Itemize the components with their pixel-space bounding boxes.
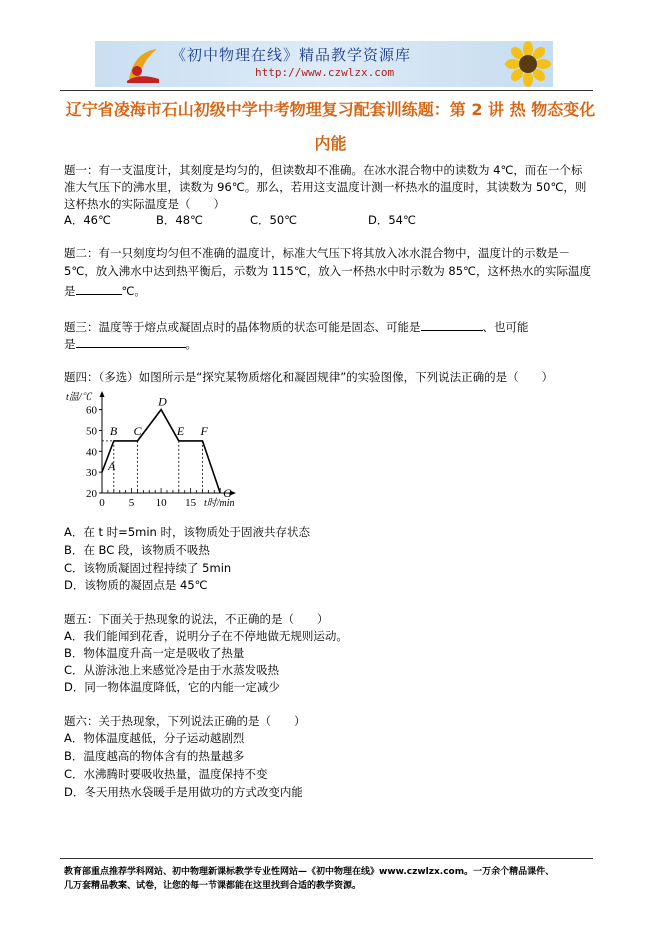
q4-option-b: B．在 BC 段，该物质不吸热 — [64, 543, 210, 557]
banner-title: 《初中物理在线》精品教学资源库 — [171, 46, 412, 64]
point-label: G — [223, 486, 232, 500]
q1-option-b: B．48℃ — [156, 213, 203, 227]
q2-line-1: 题二：有一只刻度均匀但不准确的温度计，标准大气压下将其放入冰水混合物中，温度计的示数是－ — [64, 246, 570, 260]
q4-stem: 题四：（多选）如图所示是“探究某物质熔化和凝固规律”的实验图像，下列说法正确的是（ ） — [64, 370, 554, 384]
y-tick-label: 20 — [86, 488, 97, 500]
x-tick-label: 5 — [128, 497, 135, 508]
q5-option-d: D．同一物体温度降低，它的内能一定减少 — [64, 680, 280, 694]
q2-line-3-suffix: ℃。 — [121, 284, 146, 298]
sunflower-icon — [503, 41, 553, 87]
header-banner — [95, 41, 553, 87]
point-label: C — [133, 423, 142, 438]
series-line — [102, 410, 220, 493]
q4-option-c: C．该物质凝固过程持续了 5min — [64, 561, 232, 575]
point-label: A — [108, 459, 116, 474]
footer-line-2: 几万套精品教案、试卷，让您的每一节课都能在这里找到合适的教学资源。 — [64, 881, 362, 891]
q2-line-3 — [64, 282, 146, 299]
q3-line-1 — [64, 318, 529, 335]
q1-option-c: C．50℃ — [250, 213, 298, 227]
y-tick-label: 60 — [86, 404, 97, 417]
q5-option-c: C．从游泳池上来感觉冷是由于水蒸发吸热 — [64, 663, 280, 677]
x-tick-label: 15 — [185, 497, 197, 508]
q6-stem: 题六：关于热现象，下列说法正确的是（ ） — [64, 714, 306, 728]
q5-stem: 题五：下面关于热现象的说法，不正确的是（ ） — [64, 612, 329, 626]
q3-answer-blank-1[interactable] — [421, 318, 483, 331]
y-tick-label: 30 — [86, 467, 97, 480]
y-tick-label: 40 — [86, 446, 97, 459]
q3-line-1-prefix: 题三：温度等于熔点或凝固点时的晶体物质的状态可能是固态、可能是 — [64, 320, 421, 334]
x-axis-label: t时/min — [204, 498, 235, 508]
q6-option-c: C．水沸腾时要吸收热量，温度保持不变 — [64, 767, 268, 781]
q3-line-1-suffix: 、也可能 — [482, 320, 529, 334]
q1-option-a: A．46℃ — [64, 213, 111, 227]
y-axis-arrow-icon — [100, 391, 105, 397]
y-tick-label: 50 — [86, 425, 97, 438]
q4-option-a: A．在 t 时=5min 时，该物质处于固液共存状态 — [64, 525, 310, 539]
q5-option-b: B．物体温度升高一定是吸收了热量 — [64, 646, 245, 660]
footer-line-1: 教育部重点推荐学科网站、初中物理新课标教学专业性网站—《初中物理在线》www.czwlzx.com。一万余个精品课件、 — [64, 867, 555, 877]
melting-curve-chart — [64, 388, 274, 508]
point-label: D — [158, 394, 167, 409]
point-label: B — [109, 423, 118, 438]
point-label: E — [176, 423, 185, 438]
x-tick-label: 0 — [99, 497, 105, 508]
header-rule — [60, 90, 593, 91]
page-title-line-2: 内能 — [314, 134, 347, 153]
q5-option-a: A．我们能闻到花香，说明分子在不停地做无规则运动。 — [64, 629, 348, 643]
q2-answer-blank[interactable] — [76, 282, 122, 295]
q6-option-d: D．冬天用热水袋暖手是用做功的方式改变内能 — [64, 785, 303, 799]
x-tick-label: 10 — [155, 497, 167, 508]
footer-rule — [60, 858, 593, 859]
page-title-line-1: 辽宁省凌海市石山初级中学中考物理复习配套训练题：第 2 讲 热 物态变化 — [65, 100, 596, 119]
point-label: F — [200, 423, 208, 438]
y-axis-label: t温/℃ — [66, 392, 92, 403]
q3-line-2 — [64, 335, 197, 352]
q1-option-d: D．54℃ — [368, 213, 416, 227]
banner-url: http://www.czwlzx.com — [255, 66, 395, 79]
q1-line-1: 题一：有一支温度计，其刻度是均匀的，但读数却不准确。在冰水混合物中的读数为 4℃，而在一个标 — [64, 163, 583, 177]
q3-answer-blank-2[interactable] — [76, 335, 186, 348]
q2-line-2: 5℃，放入沸水中达到热平衡后，示数为 115℃，放入一杯热水中时示数为 85℃，这杯热水的实际温度 — [64, 264, 591, 278]
q3-line-2-prefix: 是 — [64, 337, 76, 351]
site-logo-icon — [123, 45, 163, 85]
q6-option-b: B．温度越高的物体含有的热量越多 — [64, 749, 245, 763]
q1-line-2: 准大气压下的沸水里，读数为 96℃。那么，若用这支温度计测一杯热水的温度时，其读数为 50℃，则 — [64, 180, 587, 194]
q6-option-a: A．物体温度越低，分子运动越剧烈 — [64, 731, 245, 745]
q2-line-3-prefix: 是 — [64, 284, 76, 298]
q4-option-d: D．该物质的凝固点是 45℃ — [64, 578, 208, 592]
q3-line-2-suffix: 。 — [185, 337, 197, 351]
q1-line-3: 这杯热水的实际温度是（ ） — [64, 197, 225, 211]
